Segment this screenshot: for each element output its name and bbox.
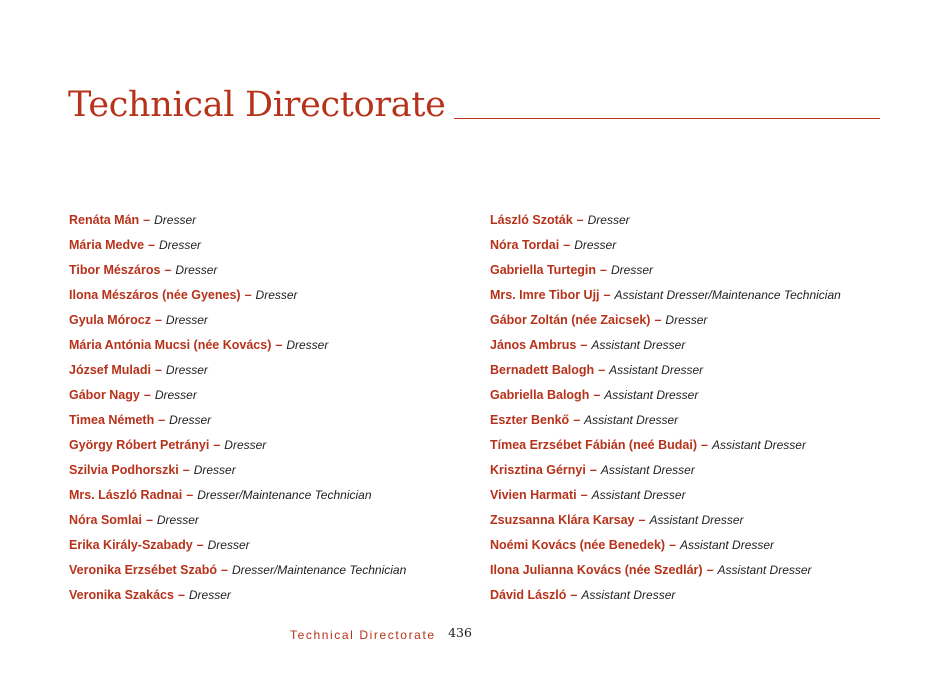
name-role-separator: – [177, 588, 185, 602]
name-role-separator: – [598, 363, 606, 377]
staff-name: Timea Németh [69, 413, 155, 427]
staff-name: Ilona Julianna Kovács (née Szedlár) [490, 563, 703, 577]
staff-name: Gabriella Turtegin [490, 263, 597, 277]
staff-entry [69, 260, 469, 285]
staff-list-right [490, 210, 910, 610]
staff-role: Dresser [611, 263, 654, 277]
staff-role: Dresser [169, 413, 212, 427]
staff-role: Dresser [224, 438, 267, 452]
name-role-separator: – [600, 263, 607, 277]
staff-role: Assistant Dresser [604, 388, 699, 402]
staff-role: Assistant Dresser [711, 438, 806, 452]
staff-role: Assistant Dresser [600, 463, 695, 477]
staff-name: Erika Király-Szabady [69, 538, 193, 552]
name-role-separator: – [580, 338, 588, 352]
staff-name: Vivien Harmati [490, 488, 577, 502]
name-role-separator: – [186, 488, 194, 502]
name-role-separator: – [148, 238, 155, 252]
staff-entry [69, 285, 469, 310]
staff-role: Dresser [154, 388, 197, 402]
staff-entry [490, 235, 910, 260]
staff-name: Mrs. László Radnai [69, 488, 183, 502]
staff-name: Bernadett Balogh [490, 363, 595, 377]
staff-name: Mrs. Imre Tibor Ujj [490, 288, 600, 302]
name-role-separator: – [593, 388, 601, 402]
footer-section-label: Technical Directorate [290, 628, 436, 642]
name-role-separator: – [143, 388, 151, 402]
staff-name: Veronika Erzsébet Szabó [69, 563, 217, 577]
staff-entry [490, 435, 910, 460]
staff-entry [490, 535, 910, 560]
staff-role: Assistant Dresser [680, 538, 775, 552]
name-role-separator: – [603, 288, 611, 302]
name-role-separator: – [638, 513, 646, 527]
page-header [68, 85, 880, 125]
staff-name: Dávid László [490, 588, 567, 602]
staff-entry [69, 235, 469, 260]
page-title: Technical Directorate [68, 85, 446, 125]
staff-entry [490, 585, 910, 610]
staff-role: Dresser [665, 313, 708, 327]
staff-entry [69, 535, 469, 560]
name-role-separator: – [576, 213, 584, 227]
name-role-separator: – [143, 213, 151, 227]
staff-role: Assistant Dresser [717, 563, 812, 577]
staff-role: Dresser [255, 288, 298, 302]
name-role-separator: – [182, 463, 190, 477]
staff-entry [490, 460, 910, 485]
staff-entry [69, 360, 469, 385]
staff-role: Assistant Dresser [584, 413, 679, 427]
staff-name: János Ambrus [490, 338, 577, 352]
staff-role: Dresser [154, 213, 197, 227]
name-role-separator: – [570, 588, 578, 602]
staff-name: Eszter Benkő [490, 413, 570, 427]
staff-role: Assistant Dresser [591, 488, 686, 502]
staff-name: Zsuzsanna Klára Karsay [490, 513, 635, 527]
page-number: 436 [448, 625, 472, 640]
staff-entry [69, 385, 469, 410]
staff-role: Assistant Dresser [649, 513, 744, 527]
staff-name: Mária Medve [69, 238, 145, 252]
staff-name: Gyula Mórocz [69, 313, 151, 327]
name-role-separator: – [158, 413, 166, 427]
staff-name: Gábor Nagy [69, 388, 140, 402]
staff-name: Nóra Somlai [69, 513, 142, 527]
staff-name: Mária Antónia Mucsi (née Kovács) [69, 338, 272, 352]
staff-role: Assistant Dresser [591, 338, 686, 352]
staff-name: György Róbert Petrányi [69, 438, 210, 452]
staff-entry [490, 285, 910, 310]
staff-role: Dresser [158, 238, 201, 252]
staff-entry [69, 560, 469, 585]
staff-role: Dresser [207, 538, 250, 552]
staff-role: Assistant Dresser [609, 363, 704, 377]
staff-role: Assistant Dresser [581, 588, 676, 602]
staff-entry [490, 260, 910, 285]
staff-name: Tibor Mészáros [69, 263, 161, 277]
name-role-separator: – [580, 488, 588, 502]
staff-entry [490, 510, 910, 535]
staff-name: Gábor Zoltán (née Zaicsek) [490, 313, 651, 327]
staff-role: Dresser [156, 513, 199, 527]
name-role-separator: – [669, 538, 677, 552]
staff-name: Ilona Mészáros (née Gyenes) [69, 288, 241, 302]
staff-name: József Muladi [69, 363, 151, 377]
staff-name: Veronika Szakács [69, 588, 174, 602]
name-role-separator: – [154, 363, 162, 377]
name-role-separator: – [701, 438, 708, 452]
name-role-separator: – [563, 238, 571, 252]
name-role-separator: – [589, 463, 597, 477]
staff-role: Dresser/Maintenance Technician [231, 563, 407, 577]
staff-entry [69, 210, 469, 235]
staff-name: Renáta Mán [69, 213, 140, 227]
staff-role: Dresser [193, 463, 236, 477]
staff-role: Dresser/Maintenance Technician [197, 488, 372, 502]
staff-name: Szilvia Podhorszki [69, 463, 179, 477]
name-role-separator: – [244, 288, 252, 302]
staff-role: Dresser [286, 338, 329, 352]
page-footer [290, 626, 472, 644]
staff-entry [490, 210, 910, 235]
staff-entry [490, 310, 910, 335]
staff-name: Nóra Tordai [490, 238, 560, 252]
staff-role: Dresser [175, 263, 218, 277]
staff-entry [69, 585, 469, 610]
staff-role: Dresser [188, 588, 231, 602]
staff-entry [69, 310, 469, 335]
staff-entry [490, 560, 910, 585]
name-role-separator: – [654, 313, 662, 327]
staff-entry [490, 360, 910, 385]
staff-role: Assistant Dresser/Maintenance Technician [614, 288, 841, 302]
name-role-separator: – [213, 438, 221, 452]
name-role-separator: – [220, 563, 228, 577]
staff-name: Krisztina Gérnyi [490, 463, 586, 477]
name-role-separator: – [196, 538, 204, 552]
staff-name: László Szoták [490, 213, 573, 227]
staff-role: Dresser [587, 213, 630, 227]
staff-entry [69, 510, 469, 535]
staff-entry [490, 385, 910, 410]
staff-entry [490, 335, 910, 360]
staff-entry [69, 410, 469, 435]
name-role-separator: – [573, 413, 581, 427]
name-role-separator: – [275, 338, 283, 352]
staff-entry [69, 435, 469, 460]
staff-list-left [69, 210, 469, 610]
staff-name: Gabriella Balogh [490, 388, 590, 402]
staff-role: Dresser [165, 363, 208, 377]
staff-name: Noémi Kovács (née Benedek) [490, 538, 666, 552]
name-role-separator: – [706, 563, 714, 577]
staff-entry [69, 460, 469, 485]
title-underline-rule [454, 118, 880, 119]
staff-entry [490, 485, 910, 510]
staff-name: Tímea Erzsébet Fábián (neé Budai) [490, 438, 697, 452]
staff-entry [490, 410, 910, 435]
name-role-separator: – [164, 263, 172, 277]
staff-entry [69, 335, 469, 360]
name-role-separator: – [145, 513, 153, 527]
staff-entry [69, 485, 469, 510]
staff-role: Dresser [574, 238, 617, 252]
name-role-separator: – [154, 313, 162, 327]
staff-role: Dresser [165, 313, 208, 327]
